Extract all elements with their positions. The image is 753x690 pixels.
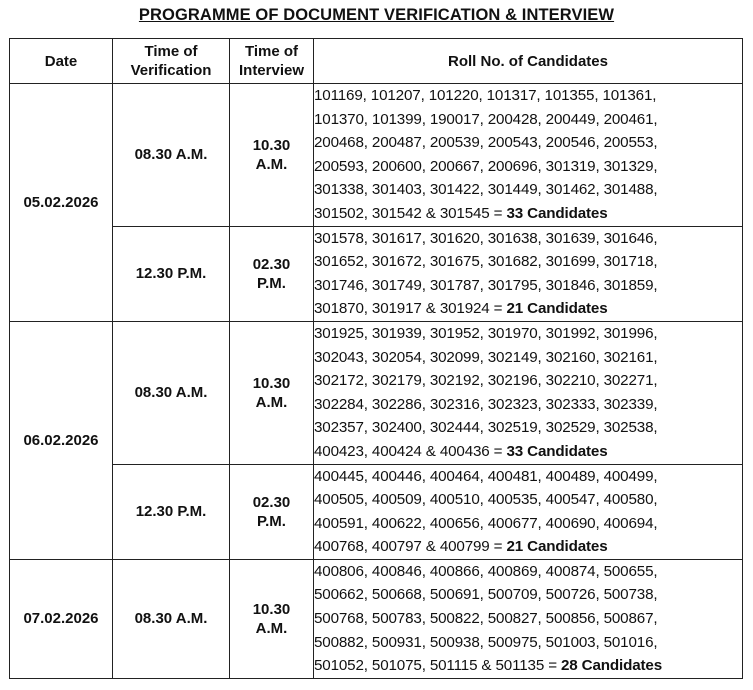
interview-time-part: A.M. <box>255 155 288 173</box>
roll-numbers-line <box>314 512 742 536</box>
roll-numbers-line <box>314 131 742 155</box>
roll-numbers-text: 400445, 400446, 400464, 400481, 400489, 400499, <box>314 467 658 485</box>
roll-numbers-line <box>314 488 742 512</box>
interview-time-part: 10.30 <box>252 374 291 392</box>
roll-numbers-text: 101370, 101399, 190017, 200428, 200449, 200461, <box>314 110 658 128</box>
roll-numbers-line <box>314 84 742 108</box>
roll-numbers-text: 302043, 302054, 302099, 302149, 302160, 302161, <box>314 348 658 366</box>
verification-time-cell: 08.30 A.M. <box>113 559 230 678</box>
roll-numbers-cell <box>314 226 743 321</box>
date-cell: 06.02.2026 <box>10 321 113 559</box>
session-row <box>10 84 743 227</box>
roll-numbers-text: 500882, 500931, 500938, 500975, 501003, 501016, <box>314 633 658 651</box>
roll-numbers-line <box>314 654 742 678</box>
header-interview-line-2: Interview <box>238 62 305 79</box>
session-row <box>10 226 743 321</box>
interview-time-cell <box>230 321 314 464</box>
roll-numbers-text: 301502, 301542 & 301545 = <box>314 204 503 222</box>
roll-numbers-line <box>314 202 742 226</box>
roll-numbers-text: 500768, 500783, 500822, 500827, 500856, 500867, <box>314 610 658 628</box>
roll-numbers-line <box>314 416 742 440</box>
schedule-table <box>9 38 743 679</box>
interview-time-part: P.M. <box>257 512 286 530</box>
roll-numbers-text: 301578, 301617, 301620, 301638, 301639, 301646, <box>314 229 658 247</box>
candidate-total: 33 Candidates <box>506 204 608 222</box>
interview-time-part: 02.30 <box>252 255 291 273</box>
interview-time-part: 10.30 <box>252 136 291 154</box>
roll-numbers-text: 301652, 301672, 301675, 301682, 301699, 301718, <box>314 253 658 271</box>
header-verification-line-1: Time of <box>144 43 198 60</box>
roll-numbers-cell <box>314 321 743 464</box>
header-date: Date <box>10 39 113 84</box>
roll-numbers-text: 101169, 101207, 101220, 101317, 101355, 101361, <box>314 87 657 104</box>
verification-time-cell: 08.30 A.M. <box>113 84 230 227</box>
verification-time-cell: 12.30 P.M. <box>113 464 230 559</box>
roll-numbers-line <box>314 227 742 251</box>
roll-numbers-line <box>314 631 742 655</box>
interview-time-cell <box>230 464 314 559</box>
roll-numbers-text: 501052, 501075, 501115 & 501135 = <box>314 657 557 675</box>
roll-numbers-cell <box>314 559 743 678</box>
roll-numbers-line <box>314 274 742 298</box>
header-roll-numbers: Roll No. of Candidates <box>314 39 743 84</box>
header-interview-line-1: Time of <box>244 43 299 60</box>
roll-numbers-text: 200593, 200600, 200667, 200696, 301319, 301329, <box>314 157 658 175</box>
session-row <box>10 321 743 464</box>
roll-numbers-text: 400806, 400846, 400866, 400869, 400874, 500655, <box>314 562 658 580</box>
session-row <box>10 559 743 678</box>
candidate-total: 33 Candidates <box>506 442 608 460</box>
date-cell: 07.02.2026 <box>10 559 113 678</box>
roll-numbers-line <box>314 560 742 584</box>
header-verification-time <box>113 39 230 84</box>
roll-numbers-line <box>314 346 742 370</box>
candidate-total: 21 Candidates <box>506 300 608 318</box>
roll-numbers-text: 301338, 301403, 301422, 301449, 301462, 301488, <box>314 181 658 199</box>
roll-numbers-line <box>314 178 742 202</box>
roll-numbers-cell <box>314 84 743 227</box>
interview-time-part: 10.30 <box>252 600 291 618</box>
date-cell: 05.02.2026 <box>10 84 113 322</box>
roll-numbers-text: 200468, 200487, 200539, 200543, 200546, 200553, <box>314 134 658 152</box>
roll-numbers-line <box>314 322 742 346</box>
header-row <box>10 39 743 84</box>
roll-numbers-line <box>314 465 742 489</box>
roll-numbers-text: 500662, 500668, 500691, 500709, 500726, 500738, <box>314 586 658 604</box>
interview-time-cell <box>230 226 314 321</box>
session-row <box>10 464 743 559</box>
roll-numbers-text: 301870, 301917 & 301924 = <box>314 300 503 318</box>
roll-numbers-line <box>314 297 742 321</box>
roll-numbers-line <box>314 369 742 393</box>
roll-numbers-text: 400505, 400509, 400510, 400535, 400547, 400580, <box>314 491 658 509</box>
page-title: PROGRAMME OF DOCUMENT VERIFICATION & INTERVIEW <box>138 6 615 24</box>
roll-numbers-line <box>314 393 742 417</box>
interview-time-part: A.M. <box>255 619 288 637</box>
candidate-total: 28 Candidates <box>561 657 663 675</box>
interview-time-part: P.M. <box>257 274 286 292</box>
roll-numbers-text: 302284, 302286, 302316, 302323, 302333, 302339, <box>314 395 658 413</box>
roll-numbers-line <box>314 583 742 607</box>
interview-time-part: A.M. <box>255 393 288 411</box>
roll-numbers-text: 302172, 302179, 302192, 302196, 302210, 302271, <box>314 372 658 390</box>
candidate-total: 21 Candidates <box>506 538 608 556</box>
roll-numbers-text: 301925, 301939, 301952, 301970, 301992, 301996, <box>314 324 658 342</box>
roll-numbers-text: 301746, 301749, 301787, 301795, 301846, 301859, <box>314 276 658 294</box>
verification-time-cell: 08.30 A.M. <box>113 321 230 464</box>
roll-numbers-text: 302357, 302400, 302444, 302519, 302529, 302538, <box>314 419 658 437</box>
schedule-body <box>10 84 743 679</box>
roll-numbers-line <box>314 440 742 464</box>
interview-time-cell <box>230 84 314 227</box>
roll-numbers-line <box>314 535 742 559</box>
roll-numbers-line <box>314 108 742 132</box>
roll-numbers-line <box>314 250 742 274</box>
verification-time-cell: 12.30 P.M. <box>113 226 230 321</box>
header-interview-time <box>230 39 314 84</box>
interview-time-part: 02.30 <box>252 493 291 511</box>
roll-numbers-text: 400591, 400622, 400656, 400677, 400690, 400694, <box>314 514 658 532</box>
roll-numbers-text: 400423, 400424 & 400436 = <box>314 442 503 460</box>
roll-numbers-cell <box>314 464 743 559</box>
interview-time-cell <box>230 559 314 678</box>
roll-numbers-line <box>314 155 742 179</box>
header-verification-line-2: Verification <box>130 62 212 79</box>
roll-numbers-line <box>314 607 742 631</box>
roll-numbers-text: 400768, 400797 & 400799 = <box>314 538 503 556</box>
